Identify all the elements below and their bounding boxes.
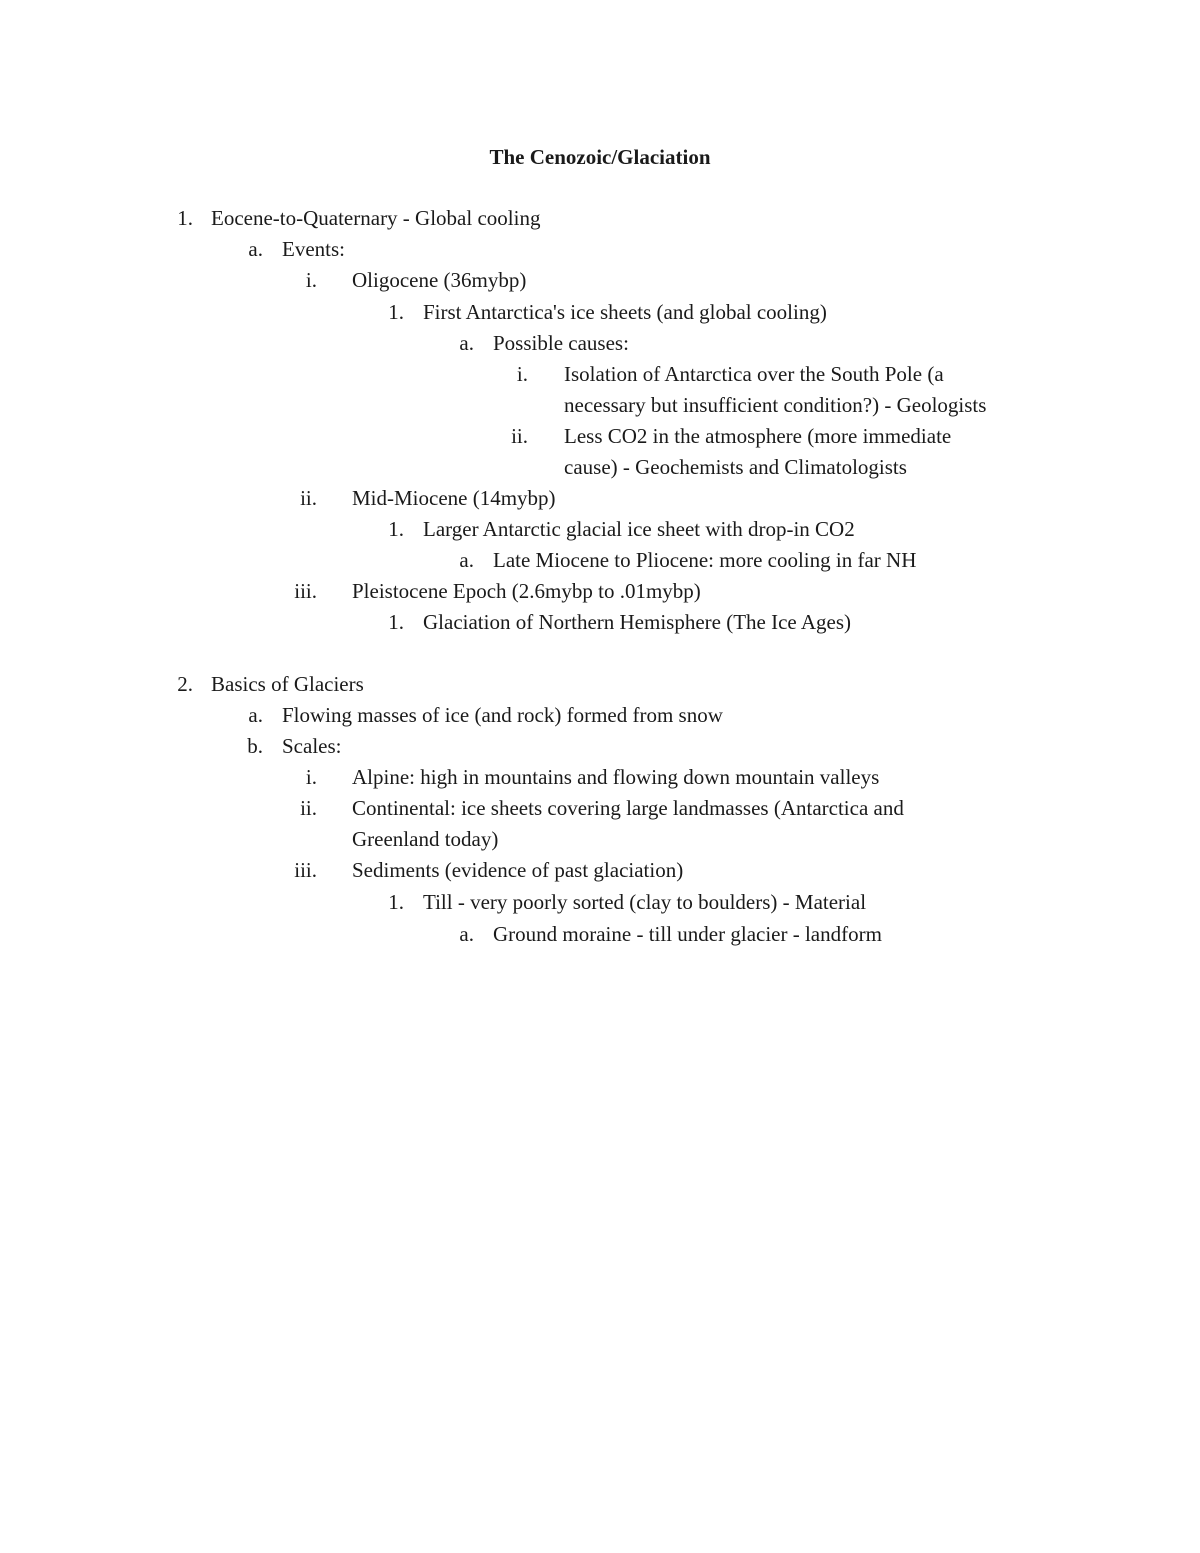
list-item: Late Miocene to Pliocene: more cooling in far NH: [493, 548, 917, 572]
list-item: Scales:: [282, 734, 342, 758]
list-item: Basics of Glaciers: [211, 672, 364, 696]
list-item-continuation: necessary but insufficient condition?) - Geologists: [564, 393, 987, 417]
list-item: Sediments (evidence of past glaciation): [352, 858, 684, 882]
list-marker: a.: [459, 922, 474, 946]
list-marker: ii.: [511, 424, 528, 448]
list-marker: a.: [459, 548, 474, 572]
list-marker: iii.: [294, 579, 317, 603]
list-marker: iii.: [294, 858, 317, 882]
list-item: Events:: [282, 237, 345, 261]
list-item: Mid-Miocene (14mybp): [352, 486, 556, 510]
list-item-continuation: cause) - Geochemists and Climatologists: [564, 455, 907, 479]
list-item-continuation: Greenland today): [352, 827, 499, 851]
list-marker: ii.: [300, 796, 317, 820]
list-marker: ii.: [300, 486, 317, 510]
list-item: First Antarctica's ice sheets (and global cooling): [423, 300, 827, 324]
list-marker: i.: [305, 268, 317, 292]
list-marker: 1.: [388, 890, 404, 914]
list-item: Less CO2 in the atmosphere (more immediate: [564, 424, 952, 448]
list-marker: a.: [248, 237, 263, 261]
list-item: Isolation of Antarctica over the South Pole (a: [564, 362, 944, 386]
page-title: The Cenozoic/Glaciation: [489, 145, 711, 169]
list-marker: a.: [459, 331, 474, 355]
list-item: Oligocene (36mybp): [352, 268, 527, 292]
list-item: Pleistocene Epoch (2.6mybp to .01mybp): [352, 579, 701, 603]
list-marker: 1.: [388, 610, 404, 634]
list-item: Possible causes:: [493, 331, 629, 355]
list-item: Glaciation of Northern Hemisphere (The Ice Ages): [423, 610, 851, 634]
list-marker: i.: [305, 765, 317, 789]
list-item: Alpine: high in mountains and flowing down mountain valleys: [352, 765, 880, 789]
list-marker: 2.: [177, 672, 193, 696]
list-marker: 1.: [177, 206, 193, 230]
list-item: Continental: ice sheets covering large landmasses (Antarctica and: [352, 796, 904, 820]
list-marker: i.: [516, 362, 528, 386]
list-marker: 1.: [388, 300, 404, 324]
list-item: Flowing masses of ice (and rock) formed from snow: [282, 703, 723, 727]
list-item: Larger Antarctic glacial ice sheet with drop-in CO2: [423, 517, 855, 541]
list-marker: a.: [248, 703, 263, 727]
list-marker: 1.: [388, 517, 404, 541]
list-marker: b.: [247, 734, 263, 758]
list-item: Eocene-to-Quaternary - Global cooling: [211, 206, 541, 230]
list-item: Till - very poorly sorted (clay to boulders) - Material: [423, 890, 867, 914]
list-item: Ground moraine - till under glacier - landform: [493, 922, 882, 946]
